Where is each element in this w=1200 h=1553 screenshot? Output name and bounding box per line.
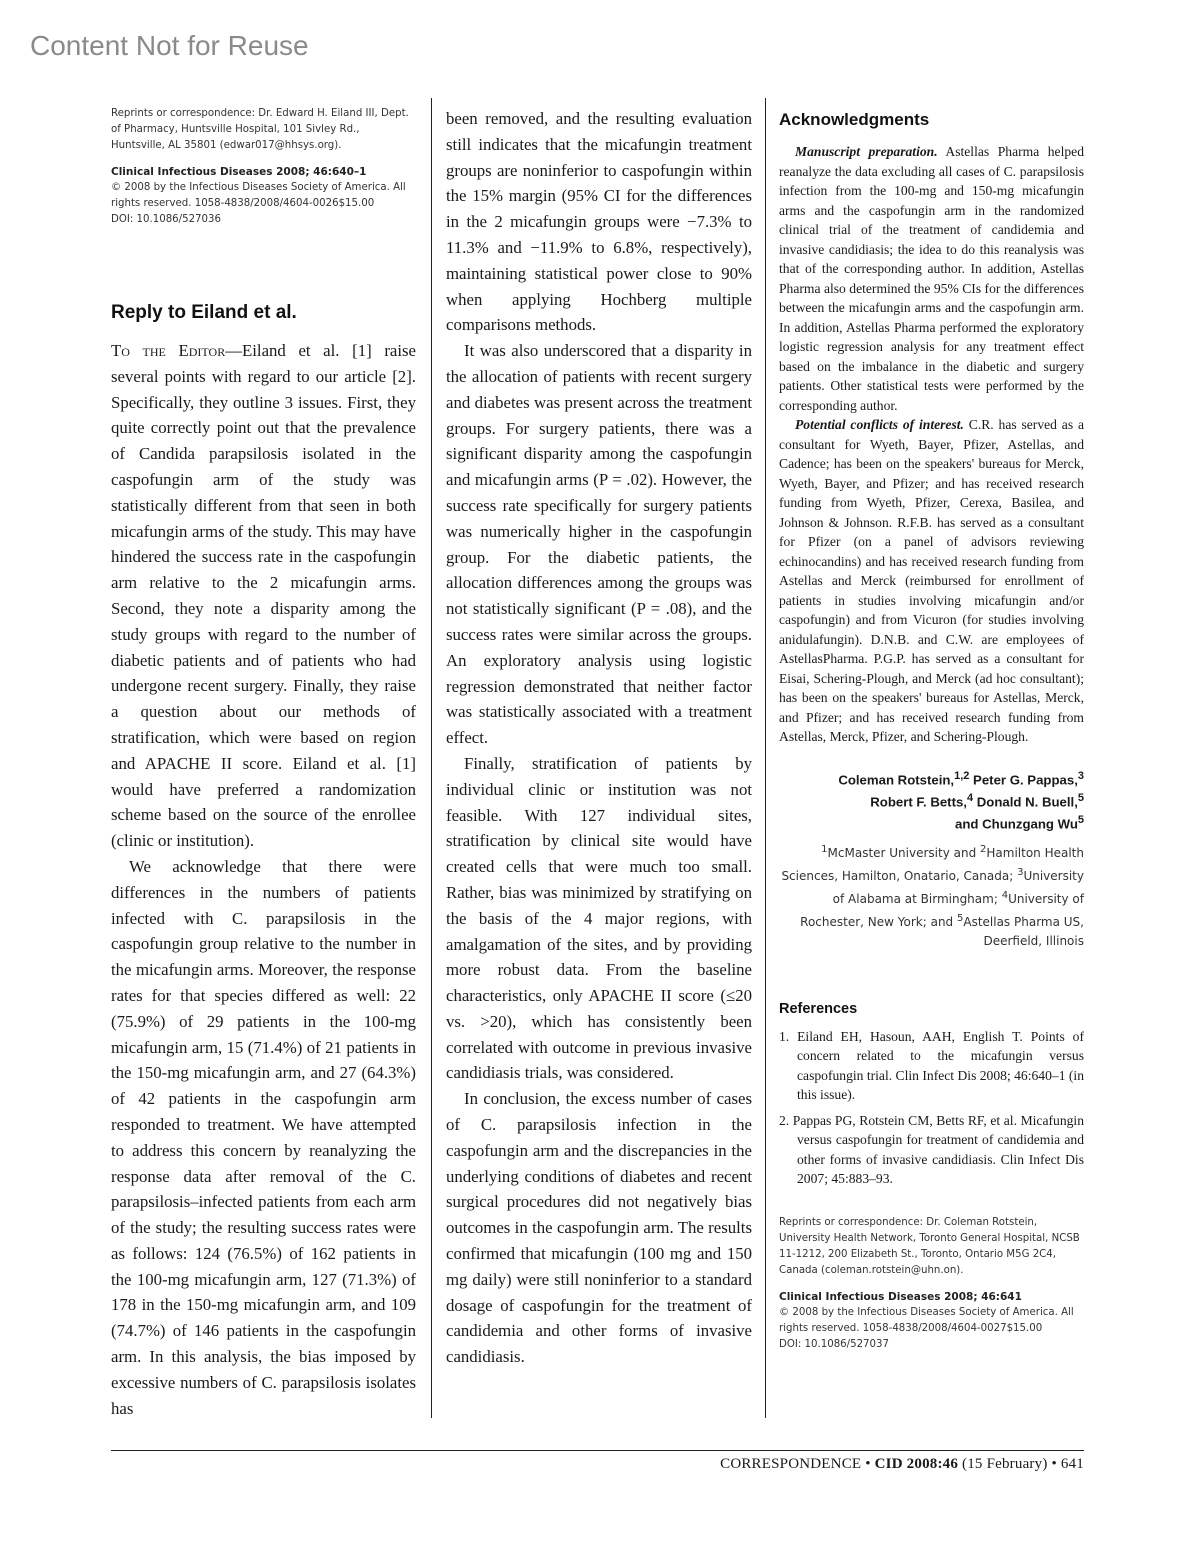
column-divider [431, 98, 432, 1418]
author-name: Robert F. Betts, [870, 794, 967, 810]
body-paragraph [111, 338, 416, 854]
affiliation-superscript: 2 [980, 843, 987, 855]
reference-item: 2. Pappas PG, Rotstein CM, Betts RF, et al. Micafungin versus caspofungin for treatment of candidemia and other forms of invasive candidiasis. Clin Infect Dis 2007; 45:883–93. [779, 1112, 1084, 1187]
footer-citation: CID 2008:46 [874, 1456, 959, 1472]
article-title: Reply to Eiland et al. [111, 302, 297, 323]
body-paragraph: Finally, stratification of patients by individual clinic or institution was not feasible. With 127 individual sites, stratification by clinical site would have created cells that were much too small. Rather, bias was minimized by stratifying on the basis of the 4 major regions, with amalgamation of the sites, and by providing more robust data. From the baseline characteristics, only APACHE II score (≤20 vs. >20), which has consistently been correlated with outcome in previous invasive candidiasis trials, was considered. [446, 753, 752, 1083]
author-name: and Chunzgang Wu [955, 816, 1078, 832]
paragraph-lead: Potential conflicts of interest. [795, 417, 964, 432]
body-paragraph: It was also underscored that a disparity in the allocation of patients with recent surgery and diabetes was present across the treatment groups. For surgery patients, there was a significant disparity among the caspofungin and micafungin arms (P = .02). However, the success rate specifically for surgery patients was numerically higher in the caspofungin group. For the diabetic patients, the allocation differences among the groups was not statistically significant (P = .08), and the success rates were similar across the groups. An exploratory analysis using logistic regression demonstrated that neither factor was statistically associated with a treatment effect. [446, 341, 752, 748]
author-superscript: 5 [1077, 791, 1084, 804]
copyright-note: © 2008 by the Infectious Diseases Society of America. All rights reserved. 1058-4838/2008/4604-0026$15.00 [111, 182, 406, 209]
footer-separator: • [861, 1456, 875, 1472]
salutation: To the Editor [111, 341, 226, 360]
footer-rule [111, 1450, 1084, 1451]
correspondence-note: Reprints or correspondence: Dr. Edward H. Eiland III, Dept. of Pharmacy, Huntsville Hospital, 101 Sivley Rd., Huntsville, AL 35801 (edwar017@hhsys.org). [111, 108, 409, 151]
affiliation-text: Astellas Pharma US, Deerfield, Illinois [963, 914, 1084, 948]
reference-list [779, 1027, 1084, 1189]
affiliation-text: University of Rochester, New York; and [800, 891, 1084, 929]
column-middle [446, 106, 752, 1370]
column-right [779, 106, 1084, 1353]
body-paragraph: been removed, and the resulting evaluation still indicates that the micafungin treatment groups are noninferior to caspofungin within the 15% margin (95% CI for the differences in the 2 micafungin groups were −7.3% to 11.3% and −11.9% to 6.8%, respectively), maintaining statistical power close to 90% when applying Hochberg multiple comparisons methods. [446, 109, 752, 335]
journal-citation: Clinical Infectious Diseases 2008; 46:641 [779, 1290, 1022, 1303]
acknowledgment-paragraph [779, 415, 1084, 747]
paragraph-text: Astellas Pharma helped reanalyze the data excluding all cases of C. parapsilosis infection from the 100-mg and 150-mg micafungin arms and the caspofungin arm in the randomized clinical trial of the treatment of candidemia and invasive candidiasis; the idea to do this reanalysis was that of the corresponding author. In addition, Astellas Pharma also determined the 95% CIs for the differences between the micafungin arms and the caspofungin arm. In addition, Astellas Pharma performed the exploratory logistic regression analysis for any treatment effect based on the imbalance in the diabetic and surgery patients. Other statistical tests were performed by the corresponding author. [779, 144, 1084, 413]
acknowledgments-heading: Acknowledgments [779, 110, 930, 129]
journal-citation: Clinical Infectious Diseases 2008; 46:640–1 [111, 166, 367, 178]
affiliation-superscript: 3 [1017, 866, 1024, 878]
correspondence-note: Reprints or correspondence: Dr. Coleman Rotstein, University Health Network, Toronto General Hospital, NCSB 11-1212, 200 Elizabeth St., Toronto, Ontario M5G 2C4, Canada (coleman.rotstein@uhn.on). [779, 1216, 1080, 1276]
author-name: Peter G. Pappas, [969, 771, 1078, 787]
author-superscript: 1,2 [954, 769, 970, 782]
affiliation-superscript: 4 [1001, 889, 1009, 901]
correspondence-block [779, 1215, 1084, 1353]
references-heading: References [779, 1000, 858, 1017]
affiliation-superscript: 1 [821, 843, 828, 855]
author-list [779, 767, 1084, 834]
page-footer [720, 1456, 1084, 1473]
author-superscript: 5 [1077, 814, 1084, 827]
author-name: Donald N. Buell, [973, 794, 1078, 810]
affiliation-text: Hamilton Health Sciences, Hamilton, Onatario, Canada; [781, 845, 1084, 883]
author-superscript: 4 [966, 791, 974, 804]
reference-item: 1. Eiland EH, Hasoun, AAH, English T. Points of concern related to the micafungin versus caspofungin trial. Clin Infect Dis 2008; 46:640–1 (in this issue). [779, 1028, 1084, 1103]
paragraph-text: —Eiland et al. [1] raise several points with regard to our article [2]. Specifically, they outline 3 issues. First, they quite correctly point out that the prevalence of Candida parapsilosis isolated in the caspofungin arm of the study was statistically different from that seen in both micafungin arms of the study. This may have hindered the success rate in the caspofungin arm relative to the 2 micafungin arms. Second, they note a disparity among the study groups with regard to the number of diabetic patients and of patients who had undergone recent surgery. Finally, they raise a question about our methods of stratification, which were based on region and APACHE II score. Eiland et al. [1] would have preferred a randomization scheme based on the source of the enrollee (clinic or institution). [111, 341, 416, 851]
affiliation-superscript: 5 [956, 912, 964, 924]
page-number: 641 [1060, 1456, 1084, 1472]
copyright-note: © 2008 by the Infectious Diseases Society of America. All rights reserved. 1058-4838/2008/4604-0027$15.00 [779, 1306, 1074, 1334]
footer-date: (15 February) [958, 1456, 1048, 1472]
acknowledgment-paragraph [779, 142, 1084, 415]
body-paragraph: We acknowledge that there were differences in the numbers of patients infected with C. parapsilosis in the caspofungin group relative to the number in the micafungin arms. Moreover, the response rates for that species differed as well: 22 (75.9%) of 29 patients in the 100-mg micafungin arm, 15 (71.4%) of 21 patients in the 150-mg micafungin arm, and 27 (64.3%) of 42 patients in the caspofungin arm responded to treatment. We have attempted to address this concern by reanalyzing the response data after removal of the C. parapsilosis–infected patients from each arm of the study; the resulting success rates were as follows: 124 (76.5%) of 162 patients in the 100-mg micafungin arm, 127 (71.3%) of 178 in the 150-mg micafungin arm, and 109 (74.7%) of 146 patients in the caspofungin arm. In this analysis, the bias imposed by excessive numbers of C. parapsilosis isolates has [111, 856, 416, 1418]
affiliation-text: University of Alabama at Birmingham; [832, 868, 1084, 906]
footer-section: CORRESPONDENCE [720, 1456, 862, 1472]
column-divider [765, 98, 766, 1418]
affiliation-text: McMaster University and [827, 845, 981, 860]
watermark: Content Not for Reuse [30, 30, 309, 61]
footer-separator: • [1047, 1456, 1061, 1472]
author-superscript: 3 [1077, 769, 1084, 782]
doi-note: DOI: 10.1086/527036 [111, 214, 221, 225]
column-left [111, 106, 416, 1421]
affiliations [779, 840, 1084, 951]
author-name: Coleman Rotstein, [838, 771, 955, 787]
doi-note: DOI: 10.1086/527037 [779, 1338, 889, 1350]
paragraph-text: C.R. has served as a consultant for Wyeth, Bayer, Pfizer, Astellas, and Cadence; has been on the speakers' bureaus for Merck, Wyeth, Bayer, and Pfizer; and has received research funding from Wyeth, Pfizer, Cerexa, Basilea, and Johnson & Johnson. R.F.B. has served as a consultant for Pfizer (on a panel of advisors reviewing echinocandins) and has received research funding from Astellas and Merck (reimbursed for enrollment of patients in studies involving micafungin and/or caspofungin) and from Vicuron (for studies involving anidulafungin). D.N.B. and C.W. are employees of AstellasPharma. P.G.P. has served as a consultant for Eisai, Schering-Plough, and Merck (ad hoc consultant); has been on the speakers' bureaus for Astellas, Merck, and Pfizer; and has received research funding from Astellas, Merck, Pfizer, and Schering-Plough. [779, 417, 1084, 744]
paragraph-lead: Manuscript preparation. [795, 144, 938, 159]
body-paragraph: In conclusion, the excess number of cases of C. parapsilosis infection in the caspofungin arm and the discrepancies in the underlying conditions of diabetes and recent surgical procedures did not negatively bias outcomes in the caspofungin arm. The results confirmed that micafungin (100 mg and 150 mg daily) were still noninferior to a standard dosage of caspofungin for the treatment of candidemia and other forms of invasive candidiasis. [446, 1089, 752, 1367]
